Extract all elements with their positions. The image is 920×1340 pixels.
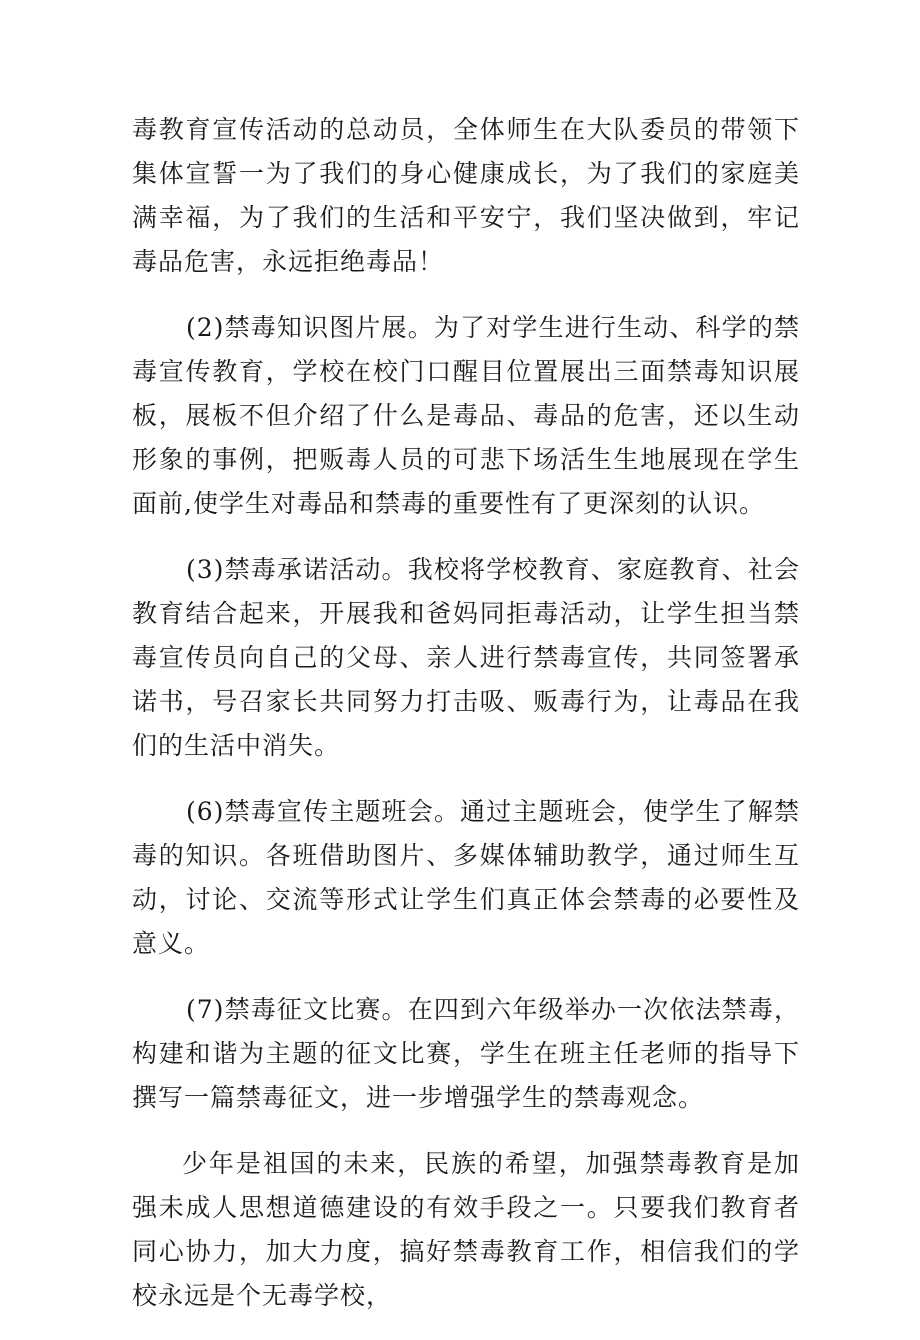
paragraph-essay-contest: (7)禁毒征文比赛。在四到六年级举办一次依法禁毒，构建和谐为主题的征文比赛，学生在班主任老师的指导下撰写一篇禁毒征文，进一步增强学生的禁毒观念。 bbox=[132, 995, 800, 1112]
paragraph-class-meeting: (6)禁毒宣传主题班会。通过主题班会，使学生了解禁毒的知识。各班借助图片、多媒体辅助教学，通过师生互动，讨论、交流等形式让学生们真正体会禁毒的必要性及意义。 bbox=[132, 797, 800, 958]
document-body bbox=[132, 108, 800, 1340]
paragraph-rally-oath: 毒教育宣传活动的总动员，全体师生在大队委员的带领下集体宣誓一为了我们的身心健康成长，为了我们的家庭美满幸福，为了我们的生活和平安宁，我们坚决做到，牢记毒品危害，永远拒绝毒品！ bbox=[132, 115, 800, 276]
paragraph-pledge-activity: (3)禁毒承诺活动。我校将学校教育、家庭教育、社会教育结合起来，开展我和爸妈同拒毒活动，让学生担当禁毒宣传员向自己的父母、亲人进行禁毒宣传，共同签署承诺书，号召家长共同努力打击吸、贩毒行为，让毒品在我们的生活中消失。 bbox=[132, 555, 800, 760]
paragraph-closing: 少年是祖国的未来，民族的希望，加强禁毒教育是加强未成人思想道德建设的有效手段之一。只要我们教育者同心协力，加大力度，搞好禁毒教育工作，相信我们的学校永远是个无毒学校， bbox=[132, 1149, 800, 1310]
paragraph-picture-exhibition: (2)禁毒知识图片展。为了对学生进行生动、科学的禁毒宣传教育，学校在校门口醒目位置展出三面禁毒知识展板，展板不但介绍了什么是毒品、毒品的危害，还以生动形象的事例，把贩毒人员的可悲下场活生生地展现在学生面前,使学生对毒品和禁毒的重要性有了更深刻的认识。 bbox=[132, 313, 800, 518]
